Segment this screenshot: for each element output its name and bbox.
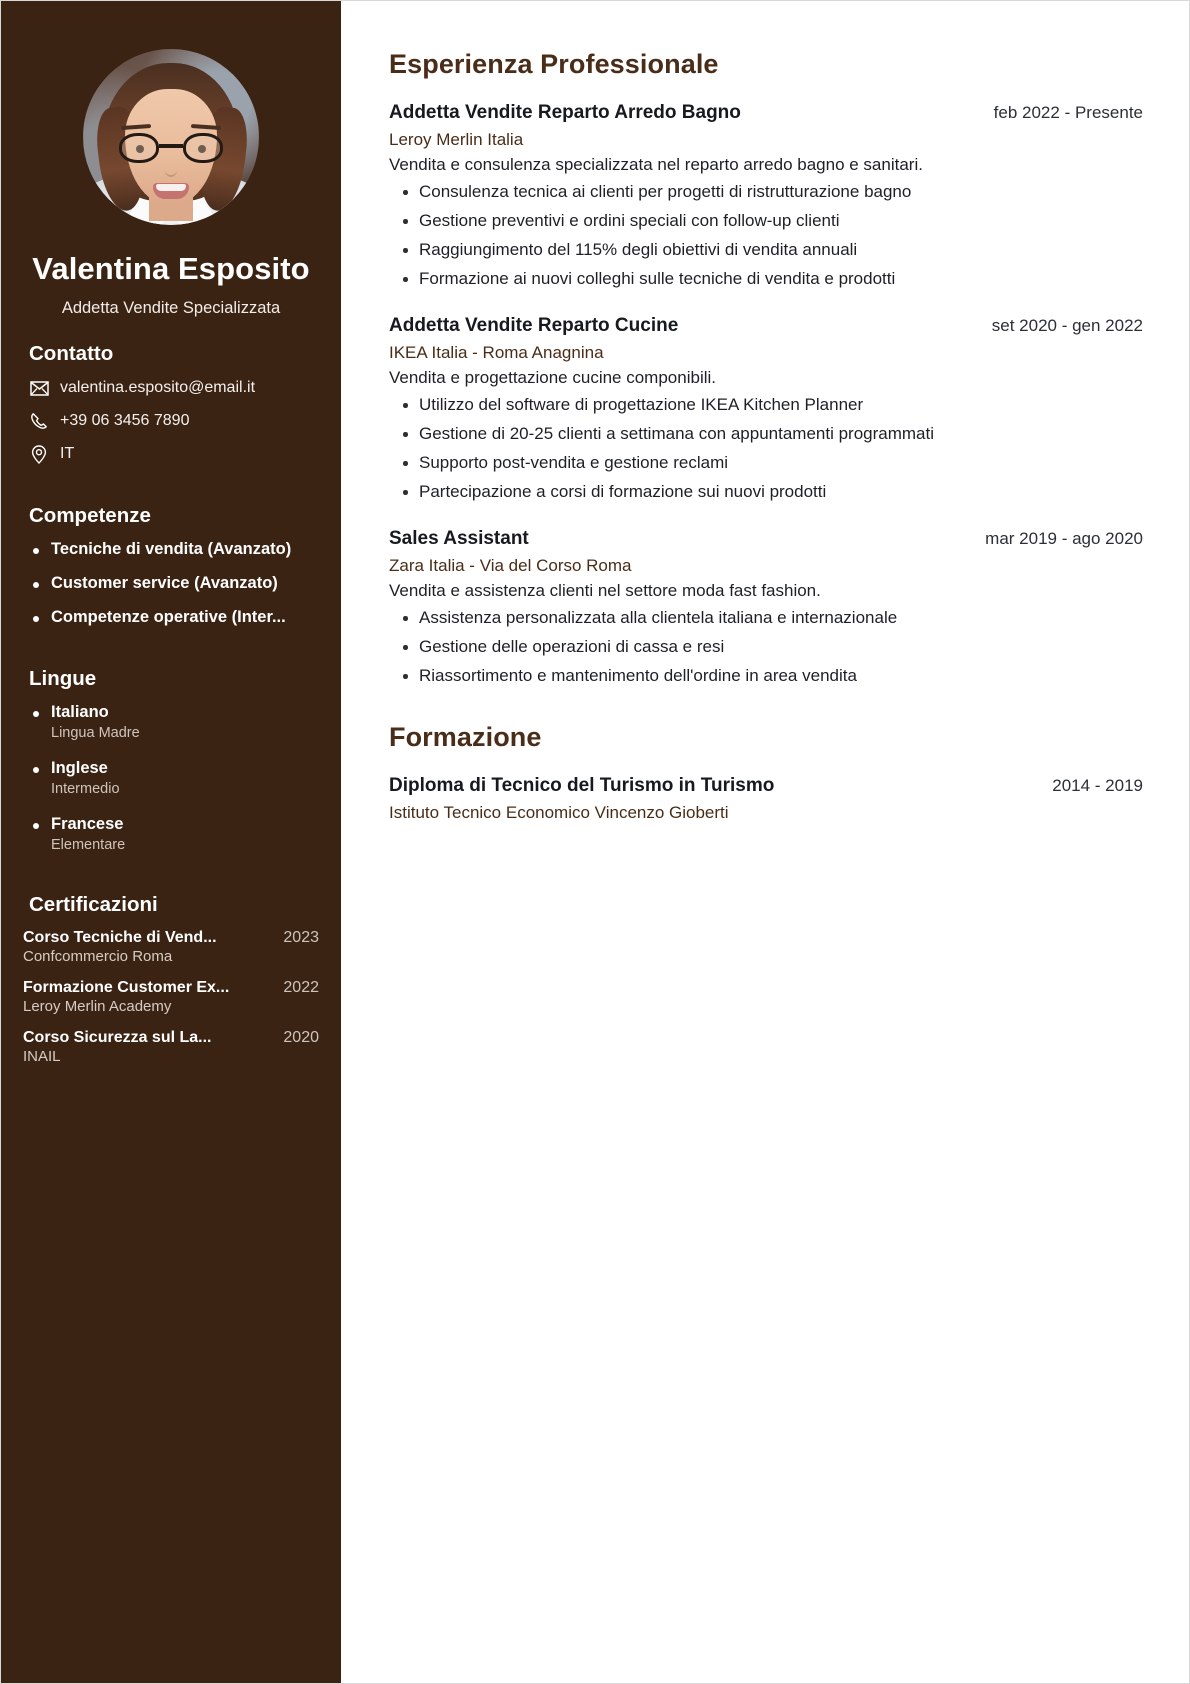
job-dates: mar 2019 - ago 2020 bbox=[985, 529, 1143, 548]
avatar-teeth bbox=[156, 184, 186, 191]
education-item bbox=[389, 775, 1143, 823]
avatar-container bbox=[23, 1, 319, 225]
candidate-job-title: Addetta Vendite Specializzata bbox=[61, 299, 281, 317]
experience-item bbox=[389, 528, 1143, 686]
skill-item: Customer service (Avanzato) bbox=[29, 574, 319, 593]
skills-list bbox=[23, 540, 319, 627]
job-description: Vendita e consulenza specializzata nel reparto arredo bagno e sanitari. bbox=[389, 155, 923, 174]
education-section-heading: Formazione bbox=[389, 722, 542, 752]
job-bullet: Supporto post-vendita e gestione reclami bbox=[389, 453, 1143, 473]
location-pin-icon bbox=[29, 444, 49, 464]
job-bullet: Gestione preventivi e ordini speciali con follow-up clienti bbox=[389, 211, 1143, 231]
job-description: Vendita e progettazione cucine componibili. bbox=[389, 368, 716, 387]
job-bullet: Gestione delle operazioni di cassa e resi bbox=[389, 637, 1143, 657]
job-dates: set 2020 - gen 2022 bbox=[991, 316, 1143, 335]
contact-email-value: valentina.esposito@email.it bbox=[60, 379, 256, 396]
certification-org: Confcommercio Roma bbox=[23, 948, 173, 965]
certification-year: 2023 bbox=[283, 929, 319, 946]
certifications-list bbox=[23, 929, 319, 1065]
languages-list bbox=[23, 703, 319, 853]
certification-year: 2020 bbox=[283, 1029, 319, 1046]
job-description: Vendita e assistenza clienti nel settore moda fast fashion. bbox=[389, 581, 821, 600]
avatar-nose bbox=[165, 161, 178, 177]
language-name: Italiano bbox=[51, 703, 109, 721]
job-bullet: Consulenza tecnica ai clienti per progetti di ristrutturazione bagno bbox=[389, 182, 1143, 202]
contact-email[interactable] bbox=[29, 378, 319, 398]
skill-item: Competenze operative (Inter... bbox=[29, 608, 319, 627]
candidate-name: Valentina Esposito bbox=[32, 251, 310, 286]
job-bullet: Riassortimento e mantenimento dell'ordine in area vendita bbox=[389, 666, 1143, 686]
language-item bbox=[29, 759, 319, 797]
job-bullet: Utilizzo del software di progettazione IKEA Kitchen Planner bbox=[389, 395, 1143, 415]
job-bullets bbox=[389, 182, 1143, 289]
contact-heading: Contatto bbox=[29, 342, 114, 365]
experience-item bbox=[389, 102, 1143, 289]
skill-item: Tecniche di vendita (Avanzato) bbox=[29, 540, 319, 559]
avatar-glasses-bridge bbox=[159, 144, 183, 148]
certification-item bbox=[23, 929, 319, 965]
avatar-lens-left bbox=[119, 133, 159, 163]
certification-header bbox=[23, 1029, 319, 1047]
contact-phone[interactable] bbox=[29, 411, 319, 431]
certification-year: 2022 bbox=[283, 979, 319, 996]
phone-icon bbox=[29, 411, 49, 431]
job-bullet: Assistenza personalizzata alla clientela italiana e internazionale bbox=[389, 608, 1143, 628]
job-bullets bbox=[389, 608, 1143, 686]
certification-header bbox=[23, 929, 319, 947]
contact-location-value: IT bbox=[60, 445, 75, 462]
certification-name: Corso Tecniche di Vend... bbox=[23, 929, 217, 946]
certification-org: Leroy Merlin Academy bbox=[23, 998, 172, 1015]
education-degree: Diploma di Tecnico del Turismo in Turismo bbox=[389, 775, 775, 796]
experience-section-heading: Esperienza Professionale bbox=[389, 49, 719, 79]
avatar-glasses bbox=[119, 133, 223, 163]
language-level: Intermedio bbox=[51, 781, 120, 797]
experience-header bbox=[389, 102, 1143, 124]
avatar-photo bbox=[83, 49, 259, 225]
experience-header bbox=[389, 528, 1143, 550]
language-level: Elementare bbox=[51, 837, 126, 853]
language-name: Francese bbox=[51, 815, 124, 833]
job-role: Sales Assistant bbox=[389, 528, 529, 549]
education-header bbox=[389, 775, 1143, 797]
languages-heading: Lingue bbox=[29, 667, 97, 690]
language-item bbox=[29, 703, 319, 741]
certification-name: Formazione Customer Ex... bbox=[23, 979, 230, 996]
certification-item bbox=[23, 979, 319, 1015]
education-school: Istituto Tecnico Economico Vincenzo Gioberti bbox=[389, 803, 729, 822]
contact-location[interactable] bbox=[29, 444, 319, 464]
job-company: Zara Italia - Via del Corso Roma bbox=[389, 556, 632, 575]
job-company: Leroy Merlin Italia bbox=[389, 130, 524, 149]
contact-phone-value: +39 06 3456 7890 bbox=[60, 412, 190, 429]
experience-item bbox=[389, 315, 1143, 502]
language-level: Lingua Madre bbox=[51, 725, 140, 741]
experience-header bbox=[389, 315, 1143, 337]
job-company: IKEA Italia - Roma Anagnina bbox=[389, 343, 604, 362]
certifications-heading: Certificazioni bbox=[29, 893, 158, 916]
job-bullet: Partecipazione a corsi di formazione sui nuovi prodotti bbox=[389, 482, 1143, 502]
certification-name: Corso Sicurezza sul La... bbox=[23, 1029, 212, 1046]
main-content bbox=[341, 1, 1189, 1683]
skills-heading: Competenze bbox=[29, 504, 151, 527]
certification-header bbox=[23, 979, 319, 997]
job-bullet: Gestione di 20-25 clienti a settimana con appuntamenti programmati bbox=[389, 424, 1143, 444]
education-dates: 2014 - 2019 bbox=[1052, 776, 1143, 795]
job-bullet: Raggiungimento del 115% degli obiettivi di vendita annuali bbox=[389, 240, 1143, 260]
job-role: Addetta Vendite Reparto Cucine bbox=[389, 315, 679, 336]
sidebar bbox=[1, 1, 341, 1683]
job-bullets bbox=[389, 395, 1143, 502]
certification-org: INAIL bbox=[23, 1048, 61, 1065]
language-name: Inglese bbox=[51, 759, 108, 777]
job-dates: feb 2022 - Presente bbox=[993, 103, 1143, 122]
language-item bbox=[29, 815, 319, 853]
envelope-icon bbox=[29, 378, 49, 398]
job-role: Addetta Vendite Reparto Arredo Bagno bbox=[389, 102, 741, 123]
avatar-lens-right bbox=[183, 133, 223, 163]
certification-item bbox=[23, 1029, 319, 1065]
job-bullet: Formazione ai nuovi colleghi sulle tecniche di vendita e prodotti bbox=[389, 269, 1143, 289]
